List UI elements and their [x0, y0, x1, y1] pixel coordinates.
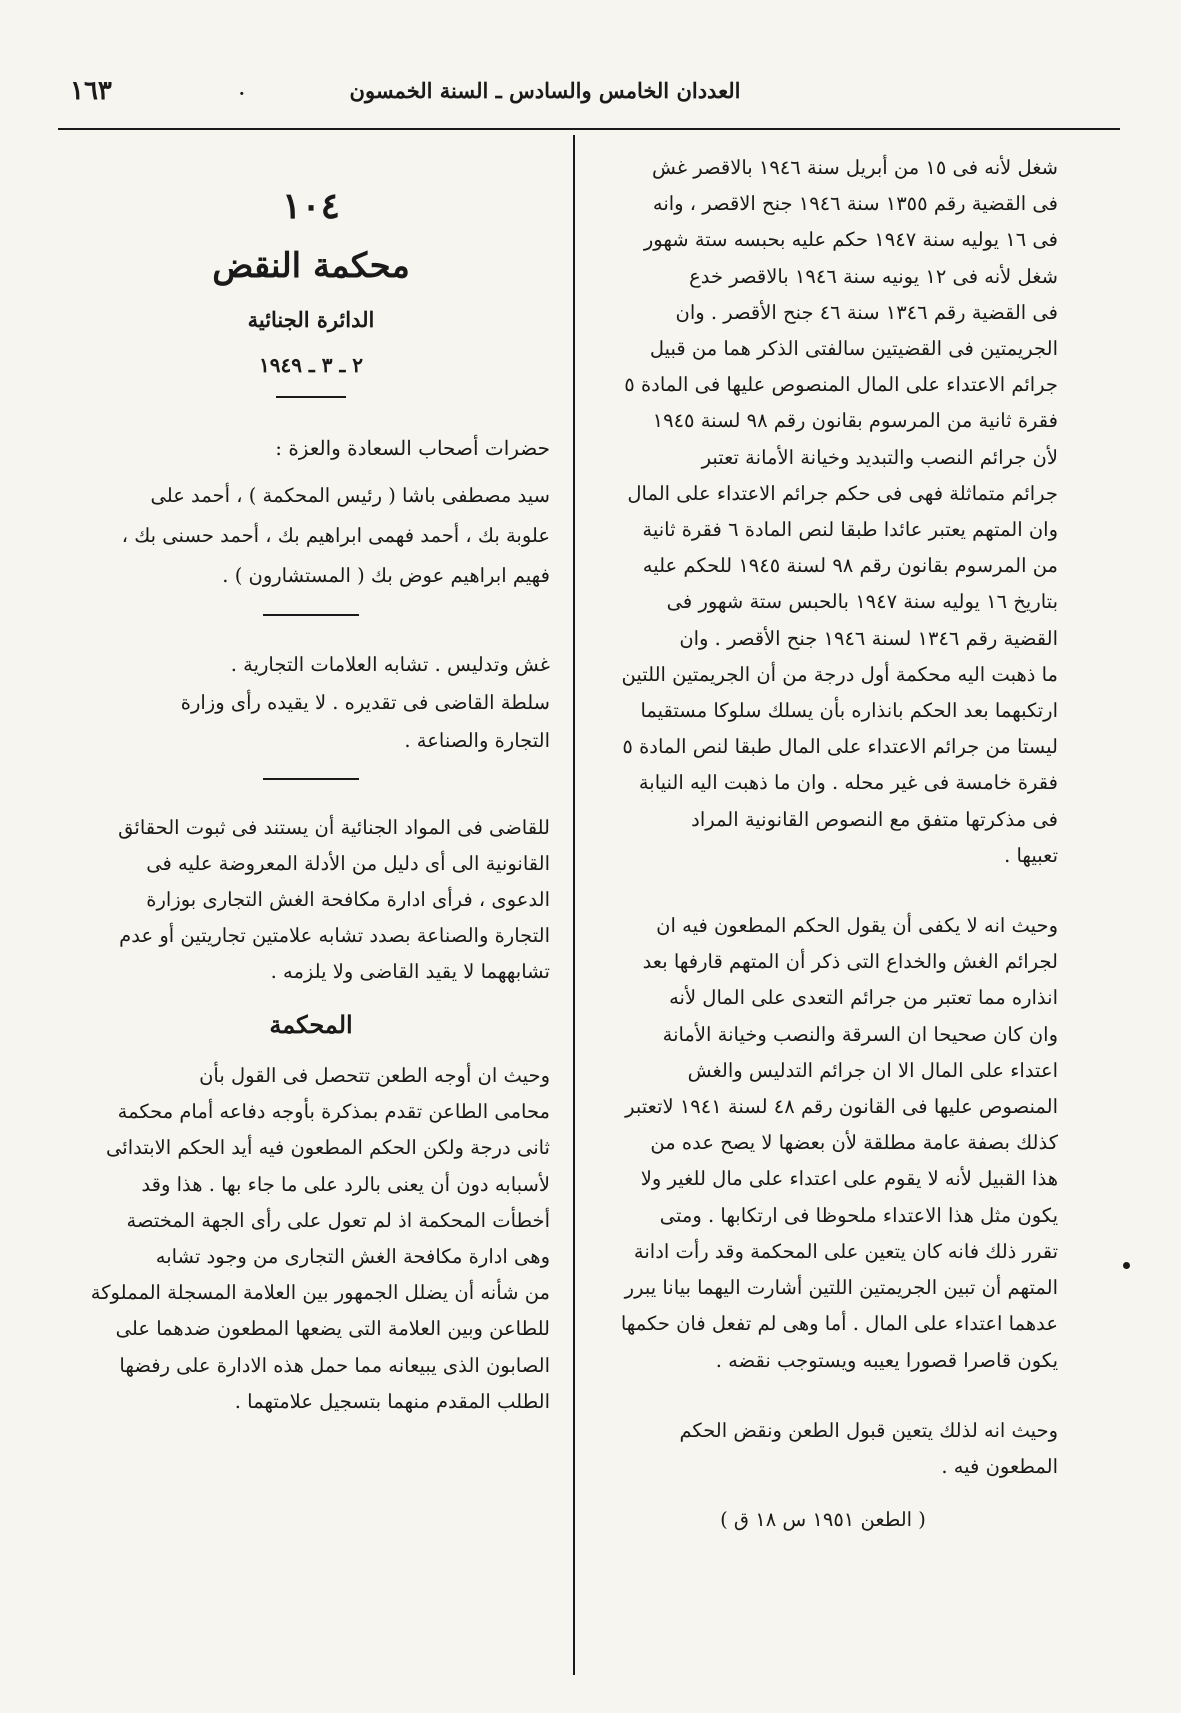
text-line: كذلك بصفة عامة مطلقة لأن بعضها لا يصح عده من: [650, 1131, 1058, 1155]
principle-line: تشابههما لا يقيد القاضى ولا يلزمه .: [270, 960, 550, 983]
right-para-2: [588, 908, 1058, 1379]
text-line: فى ١٦ يوليه سنة ١٩٤٧ حكم عليه بحبسه ستة شهور: [643, 228, 1058, 252]
text-line: عدهما اعتداء على المال . أما وهى لم تفعل فان حكمها: [620, 1312, 1058, 1336]
text-line: لأسبابه دون أن يعنى بالرد على ما جاء بها . هذا وقد: [141, 1172, 550, 1196]
text-line: يكون مثل هذا الاعتداء ملحوظا فى ارتكابها . ومتى: [659, 1203, 1058, 1227]
margin-dot: [1123, 1262, 1130, 1269]
section-title: المحكمة: [269, 1010, 353, 1039]
text-line: وحيث انه لذلك يتعين قبول الطعن ونقض الحكم: [679, 1418, 1058, 1442]
text-line: هذا القبيل لأنه لا يقوم على اعتداء على مال للغير ولا: [640, 1167, 1058, 1191]
section-rule: [276, 396, 346, 398]
principle-line: الدعوى ، فرأى ادارة مكافحة الغش التجارى بوزارة: [146, 888, 550, 911]
bench-list: [72, 476, 550, 596]
text-line: اعتداء على المال الا ان جرائم التدليس والغش: [687, 1058, 1058, 1082]
topic-block: [72, 646, 550, 760]
judgment-body: [72, 1058, 550, 1420]
topic-line: التجارة والصناعة .: [404, 729, 550, 752]
bench-line: علوبة بك ، أحمد فهمى ابراهيم بك ، أحمد حسنى بك ،: [121, 524, 550, 547]
text-line: ليستا من جرائم الاعتداء على المال طبقا لنص المادة ٥: [622, 735, 1058, 759]
text-line: جرائم الاعتداء على المال المنصوص عليها فى المادة ٥: [624, 373, 1058, 397]
text-line: فقرة ثانية من المرسوم بقانون رقم ٩٨ لسنة ١٩٤٥: [652, 409, 1058, 433]
text-line: ما ذهبت اليه محكمة أول درجة من أن الجريمتين اللتين: [621, 662, 1058, 686]
section-rule: [263, 614, 359, 616]
text-line: القضية رقم ١٣٤٦ لسنة ١٩٤٦ جنح الأقصر . وان: [679, 626, 1058, 650]
court-name: محكمة النقض: [212, 246, 410, 286]
text-line: الصابون الذى يبيعانه مما حمل هذه الادارة على رفضها: [119, 1353, 550, 1377]
text-line: تعبيها .: [1004, 843, 1058, 867]
text-line: فى القضية رقم ١٣٥٥ سنة ١٩٤٦ جنح الاقصر ، وانه: [652, 192, 1058, 216]
text-line: الطلب المقدم منهما بتسجيل علامتهما .: [234, 1389, 550, 1413]
text-line: فى مذكرتها متفق مع النصوص القانونية المراد: [691, 807, 1058, 831]
text-line: وان كان صحيحا ان السرقة والنصب وخيانة الأمانة: [662, 1022, 1058, 1046]
text-line: لجرائم الغش والخداع التى ذكر أن المتهم قارفها بعد: [642, 950, 1058, 974]
text-line: تقرر ذلك فانه كان يتعين على المحكمة وقد رأت ادانة: [633, 1239, 1058, 1263]
text-line: يكون قاصرا قصورا يعيبه ويستوجب نقضه .: [715, 1348, 1058, 1372]
text-line: ارتكبهما بعد الحكم بانذاره بأن يسلك سلوكا مستقيما: [640, 699, 1058, 723]
principle-line: التجارة والصناعة بصدد تشابه علامتين تجاريتين أو عدم: [119, 924, 550, 947]
running-header-title: العددان الخامس والسادس ـ السنة الخمسون: [349, 78, 741, 103]
case-number: ١٠٤: [281, 185, 340, 227]
text-line: المتهم أن تبين الجريمتين اللتين أشارت اليهما بيانا يبرر: [624, 1276, 1058, 1300]
text-line: فى القضية رقم ١٣٤٦ سنة ٤٦ جنح الأقصر . وان: [675, 300, 1058, 324]
text-line: وحيث ان أوجه الطعن تتحصل فى القول بأن: [199, 1064, 550, 1087]
legal-principle: [72, 810, 550, 990]
decision-date: ٢ ـ ٣ ـ ١٩٤٩: [258, 353, 364, 377]
topic-line: سلطة القاضى فى تقديره . لا يقيده رأى وزارة: [180, 691, 550, 714]
header-rule: [58, 128, 1120, 130]
text-line: جرائم متماثلة فهى فى حكم جرائم الاعتداء على المال: [627, 481, 1058, 505]
text-line: وحيث انه لا يكفى أن يقول الحكم المطعون فيه ان: [656, 914, 1058, 938]
left-column: [72, 180, 550, 1420]
text-line: شغل لأنه فى ١٢ يونيه سنة ١٩٤٦ بالاقصر خدع: [689, 264, 1058, 288]
principle-line: للقاضى فى المواد الجنائية أن يستند فى ثبوت الحقائق: [118, 816, 550, 839]
text-line: المنصوص عليها فى القانون رقم ٤٨ لسنة ١٩٤١ لاتعتبر: [625, 1095, 1058, 1119]
text-line: من شأنه أن يضلل الجمهور بين العلامة المسجلة المملوكة: [90, 1281, 550, 1305]
principle-line: القانونية الى أى دليل من الأدلة المعروضة عليه فى: [146, 852, 550, 875]
page-number: ١٦٣: [70, 76, 112, 106]
circuit-name: الدائرة الجنائية: [247, 307, 375, 332]
text-line: فقرة خامسة فى غير محله . وان ما ذهبت اليه النيابة: [638, 771, 1058, 795]
bench-heading: حضرات أصحاب السعادة والعزة :: [275, 436, 550, 460]
bench-line: سيد مصطفى باشا ( رئيس المحكمة ) ، أحمد على: [150, 484, 550, 507]
text-line: أخطأت المحكمة اذ لم تعول على رأى الجهة المختصة: [126, 1208, 550, 1232]
bench-line: فهيم ابراهيم عوض بك ( المستشارون ) .: [222, 564, 550, 587]
column-divider: [573, 135, 575, 1675]
text-line: المطعون فيه .: [941, 1454, 1058, 1478]
text-line: انذاره مما تعتبر من جرائم التعدى على المال لأنه: [669, 986, 1058, 1010]
text-line: الجريمتين فى القضيتين سالفتى الذكر هما من قبيل: [649, 337, 1058, 361]
text-line: لأن جرائم النصب والتبديد وخيانة الأمانة تعتبر: [701, 445, 1058, 469]
text-line: وان المتهم يعتبر عائدا طبقا لنص المادة ٦ فقرة ثانية: [642, 518, 1058, 542]
text-line: وهى ادارة مكافحة الغش التجارى من وجود تشابه: [155, 1245, 550, 1269]
topic-line: غش وتدليس . تشابه العلامات التجارية .: [230, 653, 550, 676]
section-rule: [263, 778, 359, 780]
text-line: للطاعن وبين العلامة التى يضعها المطعون ضدهما على: [115, 1317, 550, 1341]
right-para-3: [588, 1413, 1058, 1485]
text-line: ثانى درجة ولكن الحكم المطعون فيه أيد الحكم الابتدائى: [106, 1136, 550, 1160]
text-line: شغل لأنه فى ١٥ من أبريل سنة ١٩٤٦ بالاقصر غش: [651, 156, 1058, 179]
right-para-1: [588, 150, 1058, 874]
right-column: [588, 150, 1058, 1539]
text-line: محامى الطاعن تقدم بمذكرة بأوجه دفاعه أمام محكمة: [117, 1100, 550, 1124]
header-dot: ·: [238, 80, 246, 108]
text-line: من المرسوم بقانون رقم ٩٨ لسنة ١٩٤٥ للحكم عليه: [642, 554, 1058, 578]
appeal-reference: ( الطعن ١٩٥١ س ١٨ ق ): [720, 1508, 926, 1532]
text-line: بتاريخ ١٦ يوليه سنة ١٩٤٧ بالحبس ستة شهور فى: [666, 590, 1058, 614]
